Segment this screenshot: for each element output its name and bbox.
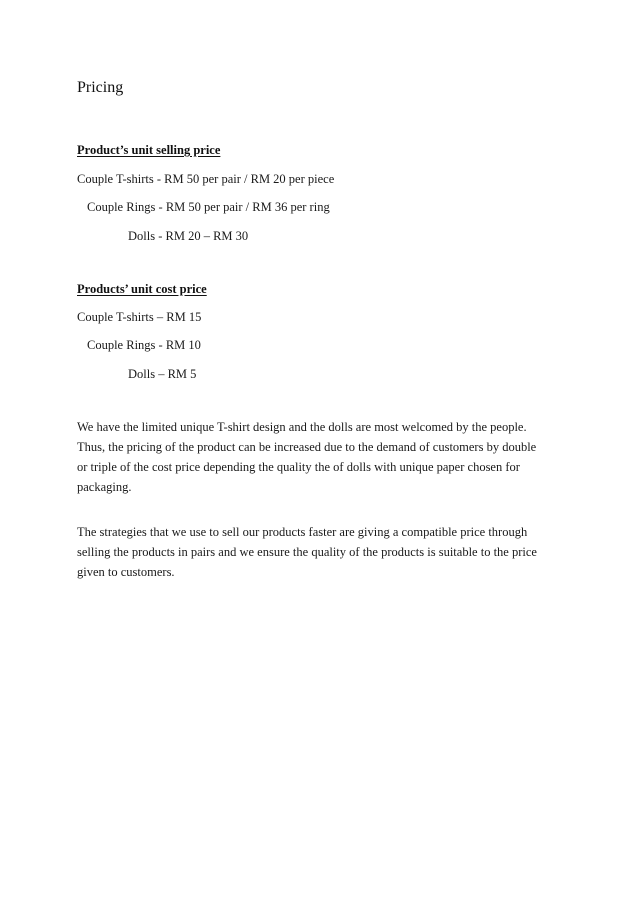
selling-price-tshirts: Couple T-shirts - RM 50 per pair / RM 20 per piece <box>77 172 335 186</box>
paragraph-line: Thus, the pricing of the product can be increased due to the demand of customers by double <box>77 440 537 454</box>
selling-price-dolls: Dolls - RM 20 – RM 30 <box>128 229 249 243</box>
cost-price-rings: Couple Rings - RM 10 <box>87 338 201 352</box>
selling-price-heading: Product’s unit selling price <box>77 143 221 157</box>
cost-price-tshirts: Couple T-shirts – RM 15 <box>77 310 202 324</box>
paragraph-line: We have the limited unique T-shirt design and the dolls are most welcomed by the people. <box>77 420 527 434</box>
page-title: Pricing <box>77 79 124 96</box>
selling-price-rings: Couple Rings - RM 50 per pair / RM 36 per ring <box>87 200 330 214</box>
paragraph-line: The strategies that we use to sell our products faster are giving a compatible price through <box>77 525 528 539</box>
paragraph-line: packaging. <box>77 480 132 494</box>
cost-price-dolls: Dolls – RM 5 <box>128 367 197 381</box>
paragraph-line: or triple of the cost price depending the quality the of dolls with unique paper chosen for <box>77 460 520 474</box>
pricing-paragraph <box>77 417 563 497</box>
cost-price-heading: Products’ unit cost price <box>77 282 207 296</box>
strategy-paragraph <box>77 522 563 582</box>
paragraph-line: selling the products in pairs and we ensure the quality of the products is suitable to the price <box>77 545 537 559</box>
paragraph-line: given to customers. <box>77 565 175 579</box>
